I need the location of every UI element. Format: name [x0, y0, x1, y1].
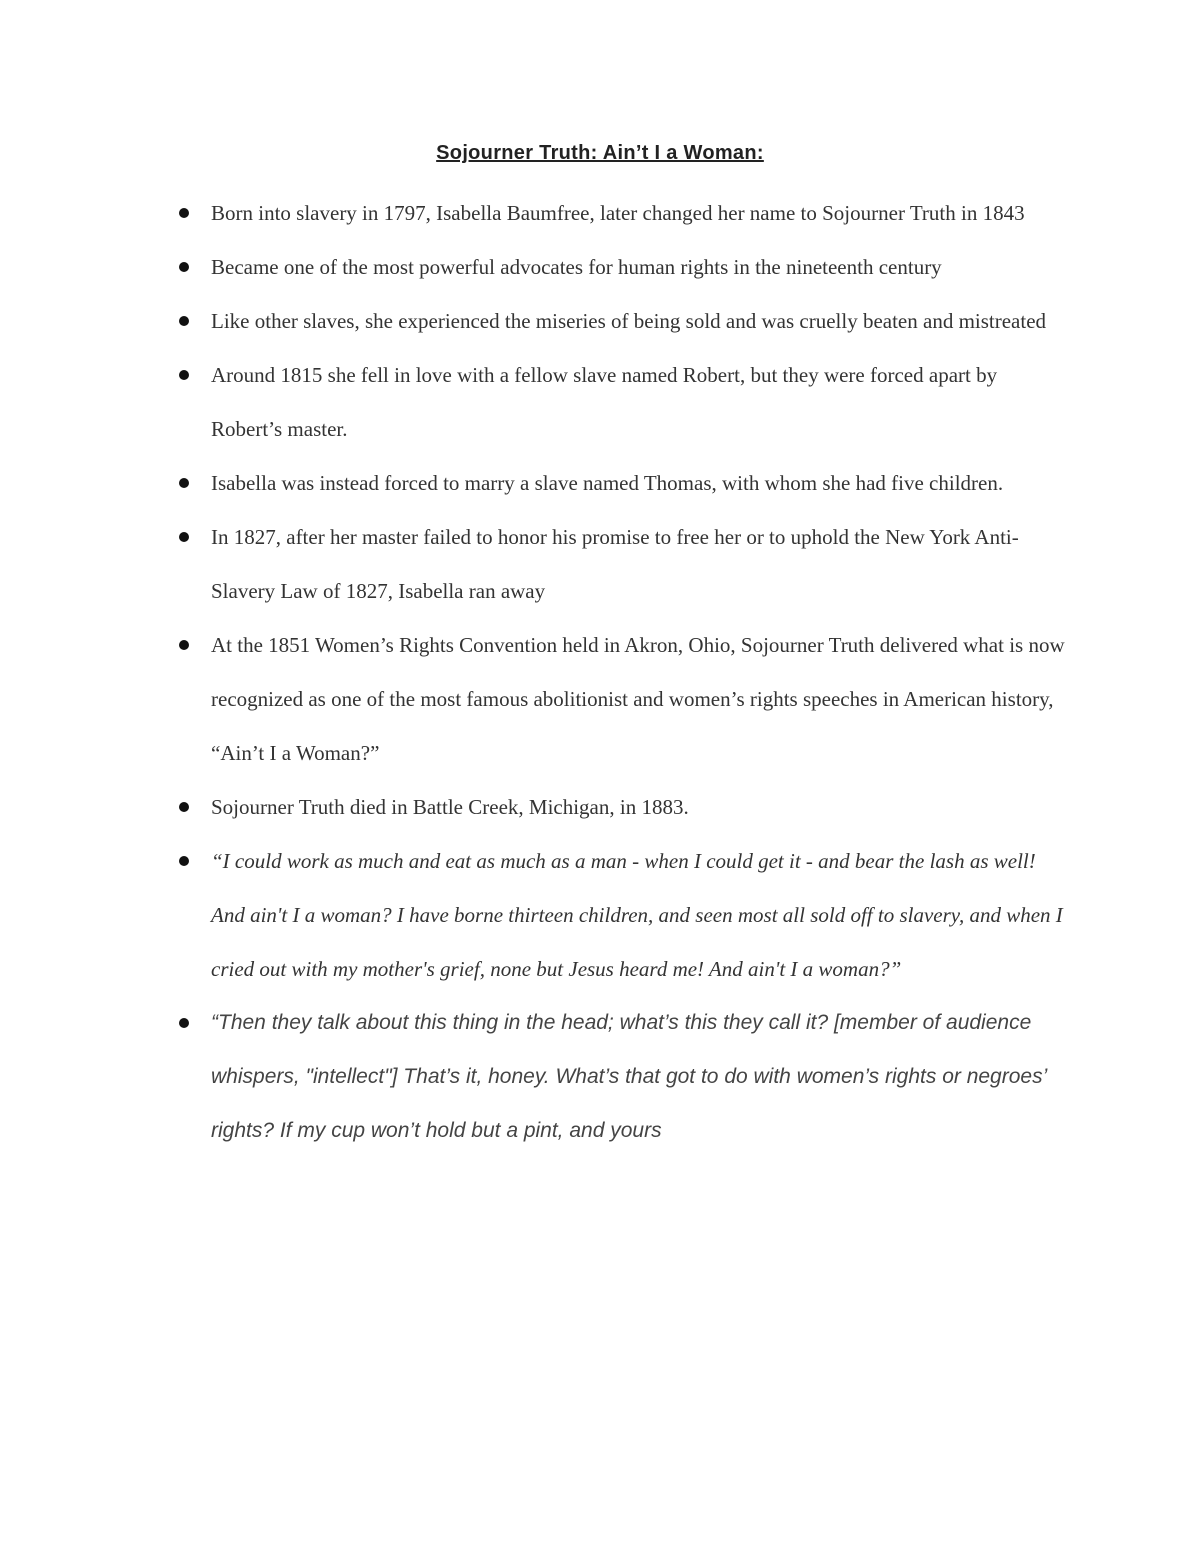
list-item-text: Born into slavery in 1797, Isabella Baumfree, later changed her name to Sojourner Truth in 1843 [211, 201, 1025, 225]
bullet-icon [179, 208, 189, 218]
quote-text: “Then they talk about this thing in the head; what’s this they call it? [member of audience whispers, "intellect"] That’s it, honey. What’s that got to do with women’s rights or negroes’ rights? If my cup won’t hold but a pint, and yours [211, 1011, 1047, 1142]
list-item-text: Isabella was instead forced to marry a slave named Thomas, with whom she had five children. [211, 471, 1004, 495]
list-item [0, 456, 1071, 510]
bullet-icon [179, 1018, 189, 1028]
list-item [0, 240, 1071, 294]
list-item-text: Like other slaves, she experienced the miseries of being sold and was cruelly beaten and mistreated [211, 309, 1047, 333]
bullet-icon [179, 640, 189, 650]
list-item-text: At the 1851 Women’s Rights Convention held in Akron, Ohio, Sojourner Truth delivered what is now recognized as one of the most famous abolitionist and women’s rights speeches in American history, “Ain’t I a Woman?” [211, 633, 1065, 765]
quote-text: “I could work as much and eat as much as a man - when I could get it - and bear the lash as well! And ain't I a woman? I have borne thirteen children, and seen most all sold off to slavery, and when I cried out with my mother's grief, none but Jesus heard me! And ain't I a woman?” [211, 849, 1063, 981]
list-item [0, 780, 1071, 834]
bullet-icon [179, 316, 189, 326]
list-item-text: In 1827, after her master failed to honor his promise to free her or to uphold the New York Anti-Slavery Law of 1827, Isabella ran away [211, 525, 1019, 603]
list-item-text: Became one of the most powerful advocates for human rights in the nineteenth century [211, 255, 942, 279]
list-item [0, 618, 1071, 780]
list-item [0, 510, 1071, 618]
bullet-icon [179, 478, 189, 488]
bullet-icon [179, 532, 189, 542]
list-item [0, 186, 1071, 240]
bullet-icon [179, 802, 189, 812]
list-item-text: Sojourner Truth died in Battle Creek, Michigan, in 1883. [211, 795, 689, 819]
list-item [0, 348, 1071, 456]
bullet-icon [179, 262, 189, 272]
quote-item [0, 834, 1071, 996]
bullet-icon [179, 856, 189, 866]
quote-item [0, 996, 1071, 1158]
document-title: Sojourner Truth: Ain’t I a Woman: [436, 142, 764, 164]
bullet-icon [179, 370, 189, 380]
bullet-list [0, 186, 1200, 1158]
list-item [0, 294, 1071, 348]
list-item-text: Around 1815 she fell in love with a fellow slave named Robert, but they were forced apart by Robert’s master. [211, 363, 998, 441]
